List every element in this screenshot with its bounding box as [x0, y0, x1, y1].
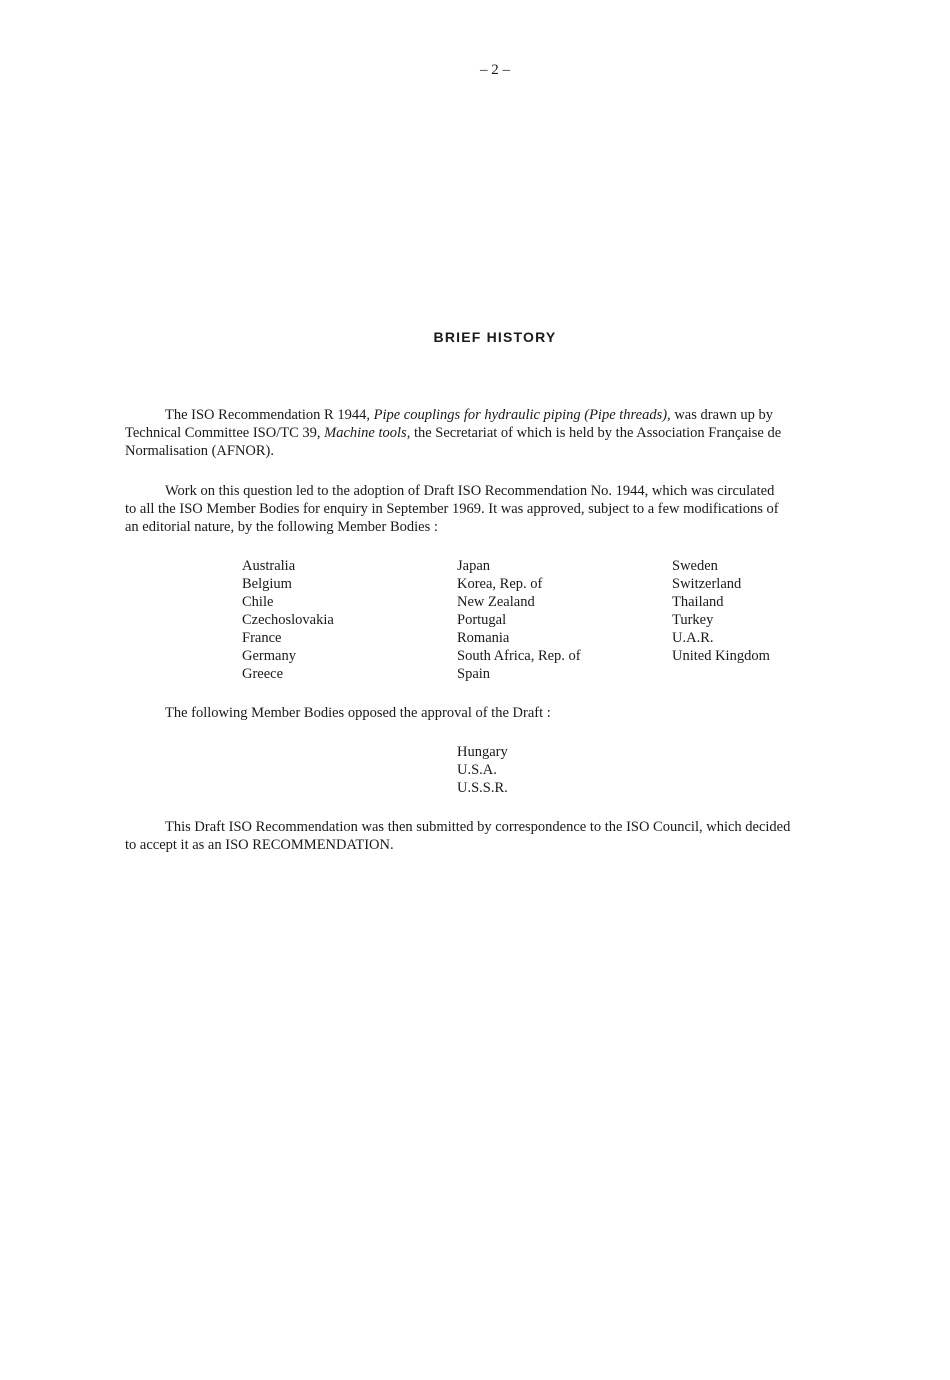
approving-members-column-1 — [242, 557, 334, 683]
opposing-members-list — [457, 743, 508, 797]
committee-name-italic: Machine tools, — [324, 425, 411, 441]
list-item: Belgium — [242, 576, 292, 592]
list-item: Australia — [242, 558, 296, 574]
list-item: Turkey — [672, 612, 714, 628]
paragraph-approval-line-1: Work on this question led to the adoption of Draft ISO Recommendation No. 1944, which was circulated — [165, 483, 775, 499]
approving-members-column-3 — [672, 557, 770, 665]
list-item: Sweden — [672, 558, 718, 574]
list-item: Spain — [457, 666, 491, 682]
page-title: BRIEF HISTORY — [433, 329, 557, 345]
list-item: Chile — [242, 594, 274, 610]
paragraph-council-line-1: This Draft ISO Recommendation was then submitted by correspondence to the ISO Council, which decided — [165, 819, 791, 835]
paragraph-council-line-2: to accept it as an ISO RECOMMENDATION. — [125, 837, 394, 853]
list-item: U.S.S.R. — [457, 780, 508, 796]
list-item: Romania — [457, 630, 510, 646]
list-item: U.S.A. — [457, 762, 497, 778]
paragraph-opposition-line-1: The following Member Bodies opposed the approval of the Draft : — [165, 705, 551, 721]
list-item: Hungary — [457, 744, 508, 760]
list-item: South Africa, Rep. of — [457, 648, 581, 664]
list-item: Germany — [242, 648, 296, 664]
approving-members-column-2 — [457, 557, 581, 683]
paragraph-origin-line-1: The ISO Recommendation R 1944, Pipe couplings for hydraulic piping (Pipe threads), was drawn up by — [165, 407, 773, 423]
list-item: Japan — [457, 558, 491, 574]
paragraph-approval-line-2: to all the ISO Member Bodies for enquiry in September 1969. It was approved, subject to a few modifications of — [125, 501, 779, 517]
paragraph-origin — [125, 406, 870, 460]
page-number: – 2 – — [480, 62, 510, 78]
list-item: Switzerland — [672, 576, 742, 592]
list-item: Czechoslovakia — [242, 612, 334, 628]
list-item: Korea, Rep. of — [457, 576, 543, 592]
list-item: New Zealand — [457, 594, 535, 610]
list-item: Portugal — [457, 612, 507, 628]
standard-title-italic: Pipe couplings for hydraulic piping (Pipe threads), — [373, 407, 671, 423]
paragraph-approval-line-3: an editorial nature, by the following Member Bodies : — [125, 519, 438, 535]
list-item: France — [242, 630, 282, 646]
paragraph-council-decision — [125, 818, 870, 854]
list-item: U.A.R. — [672, 630, 714, 646]
list-item: United Kingdom — [672, 648, 770, 664]
paragraph-opposition — [125, 704, 870, 722]
list-item: Thailand — [672, 594, 724, 610]
paragraph-approval — [125, 482, 870, 536]
paragraph-origin-line-3: Normalisation (AFNOR). — [125, 443, 275, 459]
list-item: Greece — [242, 666, 284, 682]
paragraph-origin-line-2: Technical Committee ISO/TC 39, Machine tools, the Secretariat of which is held by the Association Française de — [125, 425, 782, 441]
